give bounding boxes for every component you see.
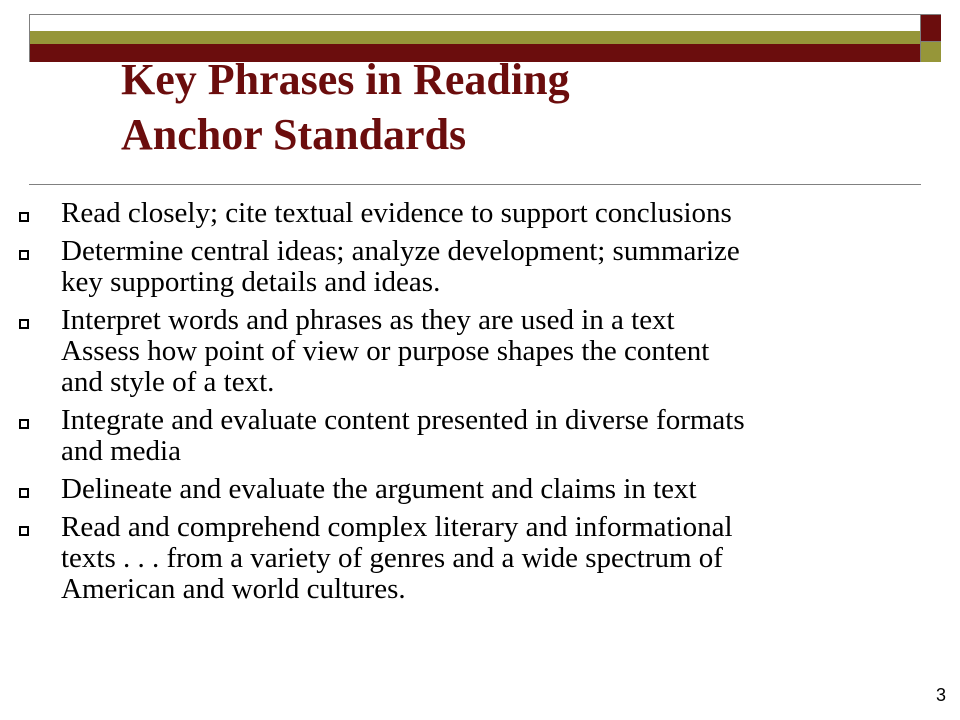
- bullet-text-line: and media: [61, 435, 181, 467]
- bullet-text-line: Assess how point of view or purpose shapes the content: [61, 335, 710, 367]
- bullet-text-line: American and world cultures.: [61, 573, 406, 605]
- hollow-square-icon: [19, 488, 29, 498]
- bullet-text-line: Interpret words and phrases as they are used in a text: [61, 304, 675, 336]
- bullet-text-line: Determine central ideas; analyze development; summarize: [61, 235, 740, 267]
- olive-square: [920, 41, 941, 62]
- hollow-square-icon: [19, 319, 29, 329]
- bullet-item: [14, 236, 944, 298]
- title-divider: [29, 184, 921, 185]
- bullet-text-line: Delineate and evaluate the argument and claims in text: [61, 473, 697, 505]
- bullet-text-line: key supporting details and ideas.: [61, 266, 441, 298]
- bullet-item: [14, 474, 944, 505]
- hollow-square-icon: [19, 212, 29, 222]
- bullet-text-line: Read closely; cite textual evidence to support conclusions: [61, 197, 732, 229]
- title-line: Key Phrases in Reading: [121, 55, 570, 104]
- hollow-square-icon: [19, 526, 29, 536]
- bullet-item: [14, 405, 944, 467]
- maroon-square: [920, 15, 941, 41]
- slide-title: [121, 52, 901, 162]
- hollow-square-icon: [19, 250, 29, 260]
- bullet-text-line: Integrate and evaluate content presented in diverse formats: [61, 404, 745, 436]
- hollow-square-icon: [19, 419, 29, 429]
- bullet-text-line: Read and comprehend complex literary and informational: [61, 511, 733, 543]
- bullet-item: [14, 198, 944, 229]
- bullet-text-line: texts . . . from a variety of genres and a wide spectrum of: [61, 542, 723, 574]
- title-line: Anchor Standards: [121, 110, 467, 159]
- bullet-text-line: and style of a text.: [61, 366, 275, 398]
- bullet-item: [14, 305, 944, 398]
- bullet-list: [14, 198, 944, 612]
- olive-band: [30, 31, 920, 44]
- slide-number: 3: [935, 685, 946, 705]
- bullet-item: [14, 512, 944, 605]
